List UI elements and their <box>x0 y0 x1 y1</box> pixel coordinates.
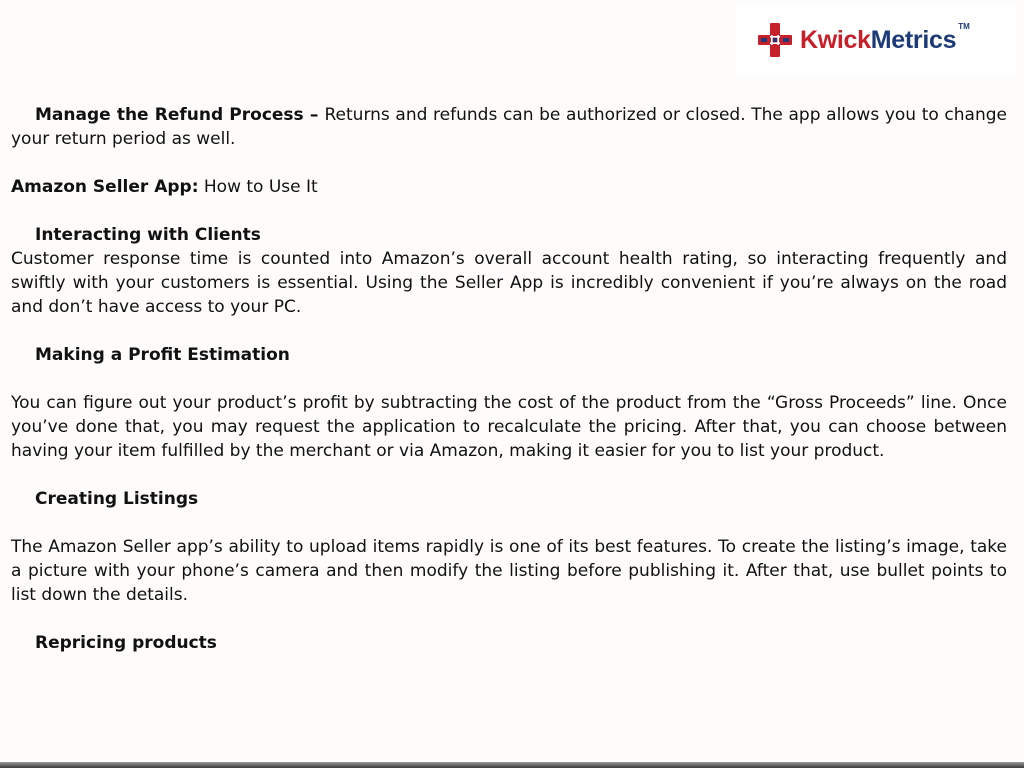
kwickmetrics-logo <box>736 4 1016 76</box>
howto-line <box>11 175 1007 199</box>
howto-bold-label: Amazon Seller App: <box>11 177 199 197</box>
logo-trademark: TM <box>958 21 970 31</box>
logo-wordmark <box>800 26 956 55</box>
logo-word-kwick: Kwick <box>800 25 871 54</box>
article-body <box>11 103 1007 655</box>
clients-heading: Interacting with Clients <box>35 225 261 245</box>
logo-word-metrics: Metrics <box>870 25 957 54</box>
listings-paragraph: The Amazon Seller app’s ability to upload items rapidly is one of its best features. To create the listing’s image, take a picture with your phone’s camera and then modify the listing before publishing it. After that, use bullet points to list down the details. <box>11 537 1007 605</box>
kwickmetrics-cross-logo-icon <box>756 21 794 59</box>
listings-heading: Creating Listings <box>35 489 199 509</box>
profit-paragraph: You can figure out your product’s profit by subtracting the cost of the product from the “Gross Proceeds” line. Once you’ve done that, you may request the application to recalculate the pricing. After that, you can choose between having your item fulfilled by the merchant or via Amazon, making it easier for you to list your product. <box>11 393 1007 461</box>
refund-text: Returns and refunds can be authorized or closed. The app allows you to change your return period as well. <box>11 105 1007 149</box>
howto-text: How to Use It <box>198 177 318 197</box>
bottom-divider-bar <box>0 762 1024 768</box>
clients-paragraph: Customer response time is counted into Amazon’s overall account health rating, so interacting frequently and swiftly with your customers is essential. Using the Seller App is incredibly convenient if you’re always on the road and don’t have access to your PC. <box>11 249 1007 317</box>
profit-heading: Making a Profit Estimation <box>35 345 290 365</box>
repricing-heading: Repricing products <box>35 633 217 653</box>
refund-heading: Manage the Refund Process <box>35 105 304 125</box>
refund-paragraph <box>11 103 1007 151</box>
refund-dash: – <box>303 105 325 125</box>
